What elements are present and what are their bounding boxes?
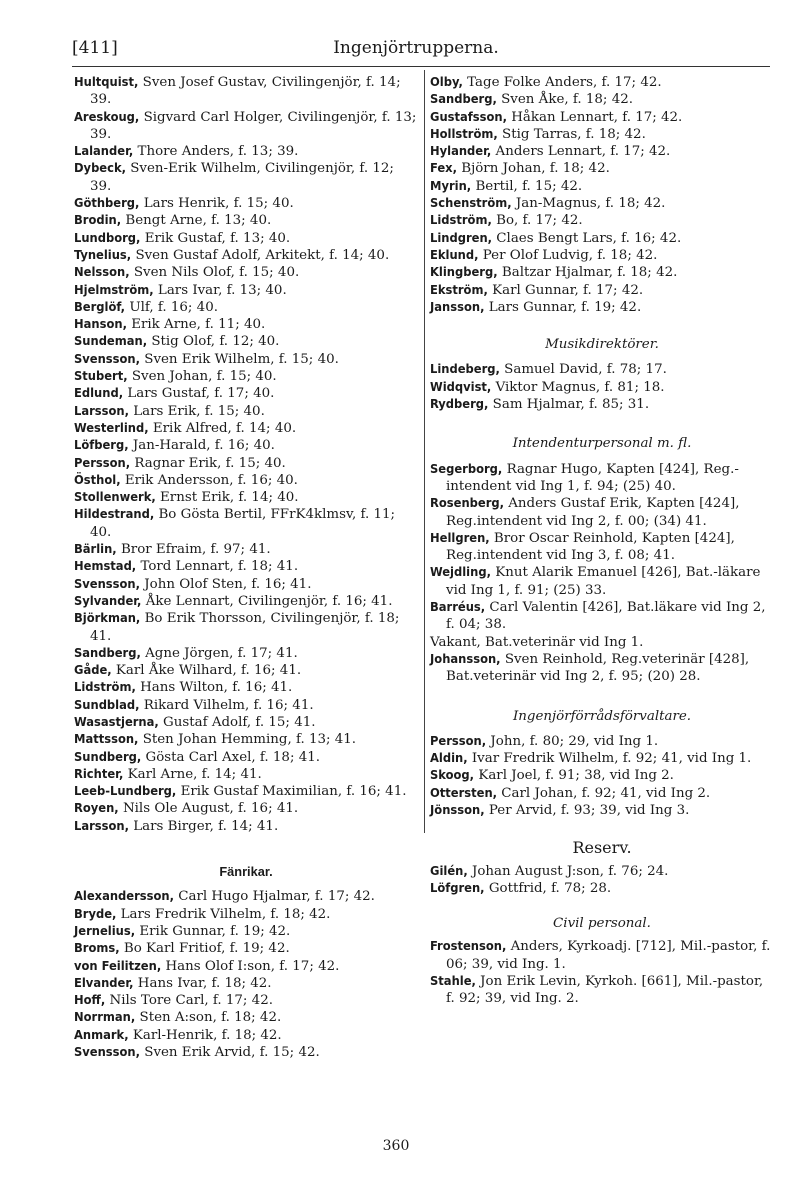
entry-surname: Jönsson, — [430, 802, 485, 818]
entry-details: Sten A:son, f. 18; 42. — [139, 1010, 282, 1026]
entry-surname: Svensson, — [74, 576, 140, 592]
list-item — [74, 437, 418, 454]
entry-details: Lars Birger, f. 14; 41. — [133, 818, 279, 834]
entry-details: John Olof Sten, f. 16; 41. — [144, 576, 312, 592]
entry-surname: Gilén, — [430, 863, 468, 879]
entry-details: Karl Gunnar, f. 17; 42. — [492, 282, 644, 298]
entry-details: Erik Gustaf, f. 13; 40. — [144, 230, 291, 246]
entry-surname: Lundborg, — [74, 230, 141, 246]
list-item — [74, 888, 418, 905]
list-item — [430, 379, 774, 396]
entry-details: Erik Gustaf Maximilian, f. 16; 41. — [180, 784, 407, 800]
list-item — [74, 714, 418, 731]
entry-details: Ulf, f. 16; 40. — [129, 299, 218, 315]
entry-surname: Mattsson, — [74, 732, 139, 748]
list-item — [74, 992, 418, 1009]
list-item — [74, 766, 418, 783]
entry-surname: Lalander, — [74, 144, 134, 160]
section-heading-intendentur: Intendenturpersonal m. fl. — [512, 436, 692, 452]
entry-details: Knut Alarik Emanuel [426], Bat.-läkare vid Ing 1, f. 91; (25) 33. — [446, 565, 761, 598]
entry-surname: Aldin, — [430, 751, 468, 767]
list-item — [430, 564, 774, 599]
officer-list-continued — [430, 74, 774, 316]
entry-details: Per Olof Ludvig, f. 18; 42. — [482, 247, 658, 263]
entry-surname: Broms, — [74, 941, 120, 957]
entry-details: Bo Karl Fritiof, f. 19; 42. — [123, 941, 290, 957]
entry-details: Bo Erik Thorsson, Civilingenjör, f. 18; 41. — [90, 611, 400, 644]
entry-details: Lars Gustaf, f. 17; 40. — [127, 386, 275, 402]
list-item — [430, 160, 774, 177]
entry-surname: Sundeman, — [74, 334, 148, 350]
entry-details: Karl-Henrik, f. 18; 42. — [132, 1027, 282, 1043]
entry-surname: Löfgren, — [430, 880, 485, 896]
entry-surname: Areskoug, — [74, 109, 140, 125]
entry-details: Jan-Harald, f. 16; 40. — [132, 438, 275, 454]
entry-details: Lars Henrik, f. 15; 40. — [143, 196, 294, 212]
page-folio: 360 — [382, 1138, 410, 1154]
entry-surname: Bryde, — [74, 906, 117, 922]
entry-details: Carl Hugo Hjalmar, f. 17; 42. — [178, 889, 375, 905]
fanrikar-list — [74, 888, 418, 1061]
entry-details: Samuel David, f. 78; 17. — [504, 362, 667, 378]
entry-surname: Leeb-Lundberg, — [74, 784, 177, 800]
entry-surname: Rydberg, — [430, 397, 489, 413]
entry-surname: Hjelmström, — [74, 282, 154, 298]
entry-surname: Hultquist, — [74, 75, 139, 90]
list-item — [430, 634, 774, 651]
list-item — [74, 610, 418, 645]
column-divider — [424, 70, 425, 833]
entry-details: Gottfrid, f. 78; 28. — [488, 880, 612, 896]
entry-details: Sven Josef Gustav, Civilingenjör, f. 14; 39. — [90, 75, 401, 108]
entry-details: Jan-Magnus, f. 18; 42. — [515, 196, 666, 212]
list-item — [430, 126, 774, 143]
entry-surname: Dybeck, — [74, 161, 126, 177]
entry-surname: Bärlin, — [74, 542, 117, 558]
list-item — [430, 863, 774, 880]
list-item — [74, 264, 418, 281]
entry-surname: Klingberg, — [430, 265, 498, 281]
entry-surname: Larsson, — [74, 403, 129, 419]
list-item — [430, 767, 774, 784]
entry-details: Claes Bengt Lars, f. 16; 42. — [496, 230, 682, 246]
list-item — [430, 651, 774, 686]
entry-surname: Persson, — [430, 733, 487, 749]
reserv-list — [430, 863, 774, 898]
list-item — [74, 975, 418, 992]
entry-surname: Tynelius, — [74, 247, 132, 263]
list-item — [74, 333, 418, 350]
entry-surname: Hanson, — [74, 317, 127, 333]
entry-surname: Widqvist, — [430, 379, 492, 395]
entry-details: Agne Jörgen, f. 17; 41. — [145, 645, 298, 661]
entry-surname: Gustafsson, — [430, 109, 507, 125]
list-item — [430, 178, 774, 195]
entry-details: Gösta Carl Axel, f. 18; 41. — [145, 749, 321, 765]
entry-surname: Eklund, — [430, 247, 479, 263]
section-heading-musikdirektorer: Musikdirektörer. — [545, 337, 659, 353]
list-item — [430, 74, 774, 91]
list-item — [74, 576, 418, 593]
list-item — [74, 783, 418, 800]
list-item — [430, 299, 774, 316]
entry-details: Sven Gustaf Adolf, Arkitekt, f. 14; 40. — [135, 247, 390, 263]
entry-surname: Gåde, — [74, 663, 112, 679]
entry-surname: Hollström, — [430, 126, 498, 142]
entry-surname: Olby, — [430, 75, 463, 90]
entry-details: Bo, f. 17; 42. — [496, 213, 583, 229]
entry-surname: Sundblad, — [74, 697, 140, 713]
entry-details: Bertil, f. 15; 42. — [475, 178, 583, 194]
entry-surname: Wasastjerna, — [74, 714, 159, 730]
list-item — [74, 940, 418, 957]
entry-surname: Stahle, — [430, 974, 476, 990]
list-item — [74, 351, 418, 368]
right-column — [430, 74, 774, 1008]
list-item — [74, 645, 418, 662]
list-item — [430, 880, 774, 897]
list-item — [430, 750, 774, 767]
entry-details: Ivar Fredrik Wilhelm, f. 92; 41, vid Ing 1. — [471, 751, 752, 767]
list-item — [74, 472, 418, 489]
forrad-list — [430, 733, 774, 819]
section-heading-civil: Civil personal. — [553, 916, 651, 932]
entry-details: Johan August J:son, f. 76; 24. — [471, 863, 669, 879]
entry-details: Sven Erik Wilhelm, f. 15; 40. — [144, 351, 339, 367]
entry-surname: Johansson, — [430, 651, 501, 667]
list-item — [74, 958, 418, 975]
entry-details: Sven Erik Arvid, f. 15; 42. — [144, 1045, 320, 1061]
entry-surname: Anmark, — [74, 1027, 129, 1043]
entry-details: Sven Johan, f. 15; 40. — [131, 369, 277, 385]
entry-details: Bror Efraim, f. 97; 41. — [120, 542, 271, 558]
entry-details: John, f. 80; 29, vid Ing 1. — [490, 733, 659, 749]
list-item — [74, 143, 418, 160]
entry-surname: Sundberg, — [74, 749, 142, 765]
list-item — [74, 749, 418, 766]
entry-details: Lars Ivar, f. 13; 40. — [157, 282, 287, 298]
entry-surname: Royen, — [74, 801, 119, 817]
entry-details: Carl Johan, f. 92; 41, vid Ing 2. — [501, 785, 711, 801]
list-item — [430, 282, 774, 299]
entry-details: Nils Ole August, f. 16; 41. — [122, 801, 299, 817]
entry-surname: Segerborg, — [430, 461, 503, 477]
list-item — [430, 230, 774, 247]
entry-details: Erik Andersson, f. 16; 40. — [124, 472, 298, 488]
list-item — [74, 679, 418, 696]
entry-surname: Norrman, — [74, 1010, 136, 1026]
entry-details: Anders Gustaf Erik, Kapten [424], Reg.intendent vid Ing 2, f. 00; (34) 41. — [446, 496, 740, 529]
list-item — [430, 195, 774, 212]
list-item — [430, 143, 774, 160]
entry-details: Lars Erik, f. 15; 40. — [133, 403, 265, 419]
entry-surname: Lidström, — [74, 680, 136, 696]
list-item — [430, 733, 774, 750]
entry-details: Hans Olof I:son, f. 17; 42. — [165, 958, 340, 974]
entry-details: Sigvard Carl Holger, Civilingenjör, f. 13; 39. — [90, 109, 417, 142]
page-number: [411] — [72, 38, 118, 58]
entry-details: Sven Nils Olof, f. 15; 40. — [133, 265, 300, 281]
entry-surname: Persson, — [74, 455, 131, 471]
entry-details: Lars Fredrik Vilhelm, f. 18; 42. — [120, 906, 331, 922]
entry-details: Viktor Magnus, f. 81; 18. — [495, 379, 665, 395]
list-item — [74, 1027, 418, 1044]
list-item — [74, 731, 418, 748]
page-header — [72, 38, 760, 64]
entry-surname: Göthberg, — [74, 196, 140, 212]
section-heading-forradsforvaltare: Ingenjörförrådsförvaltare. — [512, 708, 692, 724]
entry-surname: Westerlind, — [74, 420, 149, 436]
entry-details: Ernst Erik, f. 14; 40. — [160, 490, 299, 506]
entry-surname: Elvander, — [74, 975, 134, 991]
list-item — [74, 1044, 418, 1061]
entry-details: Tord Lennart, f. 18; 41. — [140, 559, 299, 575]
entry-surname: Frostenson, — [430, 939, 507, 955]
list-item — [430, 599, 774, 634]
entry-surname: Löfberg, — [74, 438, 129, 454]
list-item — [74, 109, 418, 144]
entry-surname: Alexandersson, — [74, 889, 174, 905]
entry-details: Ragnar Hugo, Kapten [424], Reg.-intendent vid Ing 1, f. 94; (25) 40. — [446, 461, 739, 494]
entry-details: Sten Johan Hemming, f. 13; 41. — [142, 732, 357, 748]
entry-surname: Rosenberg, — [430, 496, 504, 512]
section-heading-fanrikar: Fänrikar. — [219, 864, 273, 880]
entry-details: Nils Tore Carl, f. 17; 42. — [109, 993, 273, 1009]
list-item — [430, 91, 774, 108]
entry-details: Anders Lennart, f. 17; 42. — [495, 144, 671, 160]
list-item — [430, 361, 774, 378]
entry-details: Per Arvid, f. 93; 39, vid Ing 3. — [488, 802, 690, 818]
entry-details: Stig Olof, f. 12; 40. — [151, 334, 280, 350]
entry-surname: Schenström, — [430, 196, 512, 212]
entry-surname: Myrin, — [430, 178, 472, 194]
list-item — [74, 195, 418, 212]
entry-surname: Hoff, — [74, 993, 106, 1009]
list-item — [74, 697, 418, 714]
list-item — [74, 906, 418, 923]
entry-details: Lars Gunnar, f. 19; 42. — [488, 299, 642, 315]
entry-details: Sven-Erik Wilhelm, Civilingenjör, f. 12; 39. — [90, 161, 394, 194]
list-item — [430, 530, 774, 565]
entry-details: Tage Folke Anders, f. 17; 42. — [467, 75, 662, 90]
entry-surname: Björkman, — [74, 611, 141, 627]
list-item — [74, 368, 418, 385]
list-item — [430, 247, 774, 264]
entry-surname: Ottersten, — [430, 785, 498, 801]
entry-details: Carl Valentin [426], Bat.läkare vid Ing 2, f. 04; 38. — [446, 600, 766, 633]
entry-surname: Svensson, — [74, 351, 140, 367]
civil-list — [430, 938, 774, 1007]
entry-surname: von Feilitzen, — [74, 958, 162, 974]
entry-details: Baltzar Hjalmar, f. 18; 42. — [501, 265, 678, 281]
entry-surname: Nelsson, — [74, 265, 130, 281]
entry-surname: Hemstad, — [74, 559, 137, 575]
entry-details: Anders, Kyrkoadj. [712], Mil.-pastor, f. 06; 39, vid Ing. 1. — [446, 939, 771, 972]
list-item — [74, 316, 418, 333]
list-item — [430, 802, 774, 819]
entry-surname: Wejdling, — [430, 565, 491, 581]
list-item — [74, 489, 418, 506]
list-item — [74, 403, 418, 420]
list-item — [430, 396, 774, 413]
entry-surname: Sylvander, — [74, 593, 142, 609]
entry-details: Bror Oscar Reinhold, Kapten [424], Reg.intendent vid Ing 3, f. 08; 41. — [446, 530, 735, 564]
intendentur-list — [430, 461, 774, 686]
header-rule — [72, 66, 770, 67]
entry-surname: Brodin, — [74, 213, 122, 229]
entry-surname: Lindgren, — [430, 230, 493, 246]
entry-surname: Fex, — [430, 161, 457, 177]
entry-details: Gustaf Adolf, f. 15; 41. — [163, 714, 316, 730]
list-item — [74, 299, 418, 316]
entry-surname: Jernelius, — [74, 923, 136, 939]
entry-surname: Östhol, — [74, 472, 121, 488]
list-item — [74, 558, 418, 575]
entry-surname: Hylander, — [430, 144, 492, 160]
entry-details: Erik Gunnar, f. 19; 42. — [139, 923, 291, 939]
entry-details: Thore Anders, f. 13; 39. — [137, 144, 299, 160]
list-item — [430, 973, 774, 1008]
section-heading-reserv: Reserv. — [572, 838, 632, 858]
entry-details: Rikard Vilhelm, f. 16; 41. — [143, 697, 314, 713]
list-item — [74, 160, 418, 195]
entry-surname: Lindeberg, — [430, 362, 500, 378]
entry-surname: Stubert, — [74, 369, 128, 385]
list-item — [74, 74, 418, 109]
entry-details: Karl Åke Wilhard, f. 16; 41. — [115, 663, 302, 679]
list-item — [74, 247, 418, 264]
entry-surname: Sandberg, — [74, 645, 141, 661]
entry-details: Erik Alfred, f. 14; 40. — [152, 420, 297, 436]
entry-surname: Berglöf, — [74, 299, 126, 315]
entry-details: Sam Hjalmar, f. 85; 31. — [492, 397, 650, 413]
list-item — [74, 818, 418, 835]
list-item — [74, 282, 418, 299]
list-item — [74, 593, 418, 610]
list-item — [430, 264, 774, 281]
entry-surname: Hellgren, — [430, 530, 490, 546]
entry-surname: Edlund, — [74, 386, 124, 402]
list-item — [74, 1009, 418, 1026]
entry-details: Bo Gösta Bertil, FFrK4klmsv, f. 11; 40. — [90, 507, 396, 540]
entry-details: Sven Reinhold, Reg.veterinär [428], Bat.veterinär vid Ing 2, f. 95; (20) 28. — [446, 651, 750, 685]
entry-details: Hans Ivar, f. 18; 42. — [137, 975, 272, 991]
entry-details: Björn Johan, f. 18; 42. — [461, 161, 610, 177]
list-item — [430, 212, 774, 229]
entry-details: Hans Wilton, f. 16; 41. — [140, 680, 293, 696]
entry-details: Jon Erik Levin, Kyrkoh. [661], Mil.-pastor, f. 92; 39, vid Ing. 2. — [446, 974, 764, 1007]
list-item — [74, 923, 418, 940]
entry-surname: Lidström, — [430, 213, 492, 229]
entry-surname: Sandberg, — [430, 92, 497, 108]
entry-surname: Barréus, — [430, 600, 486, 616]
entry-surname: Larsson, — [74, 818, 129, 834]
entry-details: Vakant, Bat.veterinär vid Ing 1. — [430, 634, 644, 650]
list-item — [74, 662, 418, 679]
entry-details: Erik Arne, f. 11; 40. — [131, 317, 266, 333]
list-item — [430, 109, 774, 126]
musik-list — [430, 361, 774, 413]
page-title: Ingenjörtrupperna. — [333, 38, 499, 58]
entry-surname: Skoog, — [430, 768, 475, 784]
list-item — [430, 938, 774, 973]
list-item — [74, 385, 418, 402]
list-item — [74, 800, 418, 817]
entry-surname: Jansson, — [430, 299, 485, 315]
list-item — [74, 455, 418, 472]
entry-surname: Svensson, — [74, 1045, 140, 1061]
entry-details: Ragnar Erik, f. 15; 40. — [134, 455, 286, 471]
list-item — [430, 461, 774, 496]
entry-surname: Stollenwerk, — [74, 490, 156, 506]
entry-surname: Ekström, — [430, 282, 488, 298]
entry-details: Karl Arne, f. 14; 41. — [127, 766, 262, 782]
entry-surname: Hildestrand, — [74, 507, 155, 523]
list-item — [74, 212, 418, 229]
list-item — [74, 506, 418, 541]
entry-details: Håkan Lennart, f. 17; 42. — [511, 109, 683, 125]
entry-details: Karl Joel, f. 91; 38, vid Ing 2. — [478, 768, 674, 784]
entry-details: Åke Lennart, Civilingenjör, f. 16; 41. — [145, 593, 393, 609]
entry-details: Bengt Arne, f. 13; 40. — [125, 213, 272, 229]
list-item — [74, 541, 418, 558]
entry-surname: Richter, — [74, 766, 124, 782]
entry-details: Stig Tarras, f. 18; 42. — [502, 126, 646, 142]
list-item — [430, 785, 774, 802]
list-item — [74, 420, 418, 437]
entry-details: Sven Åke, f. 18; 42. — [501, 92, 633, 108]
list-item — [74, 230, 418, 247]
list-item — [430, 495, 774, 530]
officer-list — [74, 74, 418, 835]
left-column — [74, 74, 418, 1061]
